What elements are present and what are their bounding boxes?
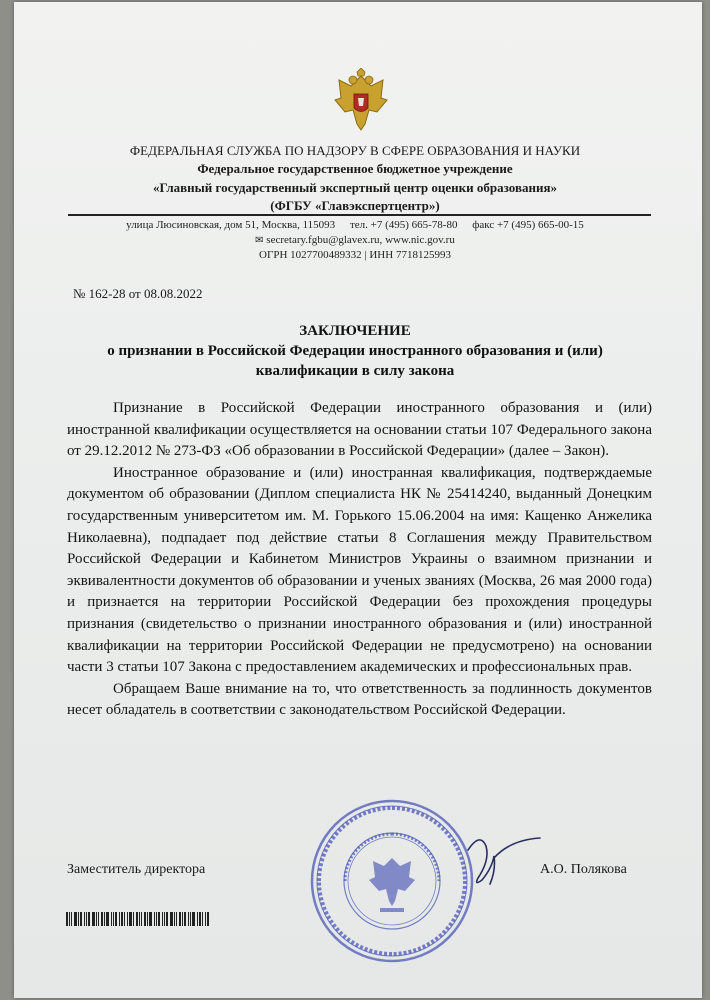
- institution-line2: «Главный государственный экспертный центр оценки образования»: [153, 180, 557, 195]
- barcode-bar: [170, 912, 173, 926]
- barcode-bar: [149, 912, 152, 926]
- barcode-bar: [111, 912, 112, 926]
- document-title: ЗАКЛЮЧЕНИЕ: [299, 323, 411, 339]
- barcode-bar: [119, 912, 120, 926]
- barcode-bar: [69, 912, 70, 926]
- barcode-bar: [115, 912, 117, 926]
- barcode-bar: [84, 912, 85, 926]
- barcode-bar: [156, 912, 157, 926]
- website: www.nic.gov.ru: [385, 234, 455, 246]
- paragraph-3: Обращаем Ваше внимание на то, что ответственность за подлинность документов несет обладатель в соответствии с законодательством Российской Федерации.: [67, 680, 652, 719]
- barcode-bar: [88, 912, 90, 926]
- barcode-bar: [188, 912, 189, 926]
- barcode-bar: [86, 912, 87, 926]
- institution-short: (ФГБУ «Главэкспертцентр»): [270, 198, 440, 213]
- contact-line: [0, 219, 710, 231]
- barcode-bar: [182, 912, 183, 926]
- barcode-bar: [74, 912, 77, 926]
- barcode-bar: [80, 912, 82, 926]
- barcode-bar: [192, 912, 195, 926]
- barcode-bar: [101, 912, 103, 926]
- signatory-role: Заместитель директора: [67, 862, 206, 877]
- barcode: [66, 912, 242, 926]
- barcode-bar: [179, 912, 181, 926]
- envelope-icon: ✉: [255, 235, 264, 246]
- registry-numbers: ОГРН 1027700489332 | ИНН 7718125993: [259, 249, 451, 261]
- address: улица Люсиновская, дом 51, Москва, 115093: [126, 219, 336, 231]
- document-body: [67, 398, 652, 722]
- phone: тел. +7 (495) 665-78-80: [349, 219, 458, 231]
- paragraph-1: Признание в Российской Федерации иностранного образования и (или) иностранной квалификации осуществляется на основании статьи 107 Федерального закона от 29.12.2012 № 273-ФЗ «Об образовании в Российской Федерации» (далее – Закон).: [67, 400, 652, 460]
- barcode-bar: [184, 912, 186, 926]
- barcode-bar: [96, 912, 97, 926]
- barcode-bar: [66, 912, 68, 926]
- barcode-bar: [121, 912, 123, 926]
- barcode-bar: [164, 912, 165, 926]
- document-subtitle-line1: о признании в Российской Федерации иностранного образования и (или): [107, 343, 603, 359]
- barcode-bar: [158, 912, 160, 926]
- signatory-name: А.О. Полякова: [540, 862, 627, 877]
- barcode-bar: [205, 912, 206, 926]
- barcode-bar: [127, 912, 128, 926]
- barcode-bar: [139, 912, 140, 926]
- institution-line1: Федеральное государственное бюджетное учреждение: [197, 161, 513, 176]
- email: secretary.fgbu@glavex.ru,: [266, 234, 383, 246]
- barcode-bar: [98, 912, 99, 926]
- coat-of-arms-icon: [331, 68, 391, 134]
- document-subtitle-line2: квалификации в силу закона: [255, 363, 455, 379]
- agency-name: ФЕДЕРАЛЬНАЯ СЛУЖБА ПО НАДЗОРУ В СФЕРЕ ОБРАЗОВАНИЯ И НАУКИ: [129, 143, 581, 158]
- barcode-bar: [174, 912, 175, 926]
- barcode-bar: [176, 912, 177, 926]
- barcode-bar: [113, 912, 114, 926]
- barcode-bar: [124, 912, 125, 926]
- handwritten-signature: [450, 820, 550, 900]
- email-web-line: [0, 234, 710, 246]
- barcode-bar: [190, 912, 191, 926]
- barcode-bar: [162, 912, 163, 926]
- header-divider: [68, 214, 651, 216]
- paragraph-2: Иностранное образование и (или) иностранная квалификация, подтверждаемые документом об образовании (Диплом специалиста НК № 25414240, выданный Донецким государственным университетом им. М. Горького 15.06.2004 на имя: Кащенко Анжелика Николаевна), подпадает под действие статьи 8 Соглашения между Правительством Российской Федерации и Кабинетом Министров Украины о взаимном признании и эквивалентности документов об образовании и ученых званиях (Москва, 26 мая 2000 года) и признается на территории Российской Федерации без прохождения процедуры признания (свидетельство о признании иностранного образования и (или) иностранной квалификации на территории Российской Федерации не предусмотрено) на основании части 3 статьи 107 Закона с предоставлением академических и профессиональных прав.: [67, 464, 652, 676]
- barcode-bar: [106, 912, 109, 926]
- barcode-bar: [197, 912, 198, 926]
- fax: факс +7 (495) 665-00-15: [472, 219, 584, 231]
- barcode-bar: [136, 912, 138, 926]
- barcode-bar: [147, 912, 148, 926]
- document-number: № 162-28 от 08.08.2022: [73, 286, 203, 301]
- barcode-bar: [71, 912, 72, 926]
- barcode-bar: [92, 912, 95, 926]
- barcode-bar: [207, 912, 209, 926]
- barcode-bar: [129, 912, 132, 926]
- barcode-bar: [154, 912, 155, 926]
- barcode-bar: [104, 912, 105, 926]
- barcode-bar: [144, 912, 146, 926]
- barcode-bar: [78, 912, 79, 926]
- barcode-bar: [133, 912, 134, 926]
- barcode-bar: [202, 912, 203, 926]
- barcode-bar: [166, 912, 168, 926]
- barcode-bar: [199, 912, 201, 926]
- barcode-bar: [141, 912, 142, 926]
